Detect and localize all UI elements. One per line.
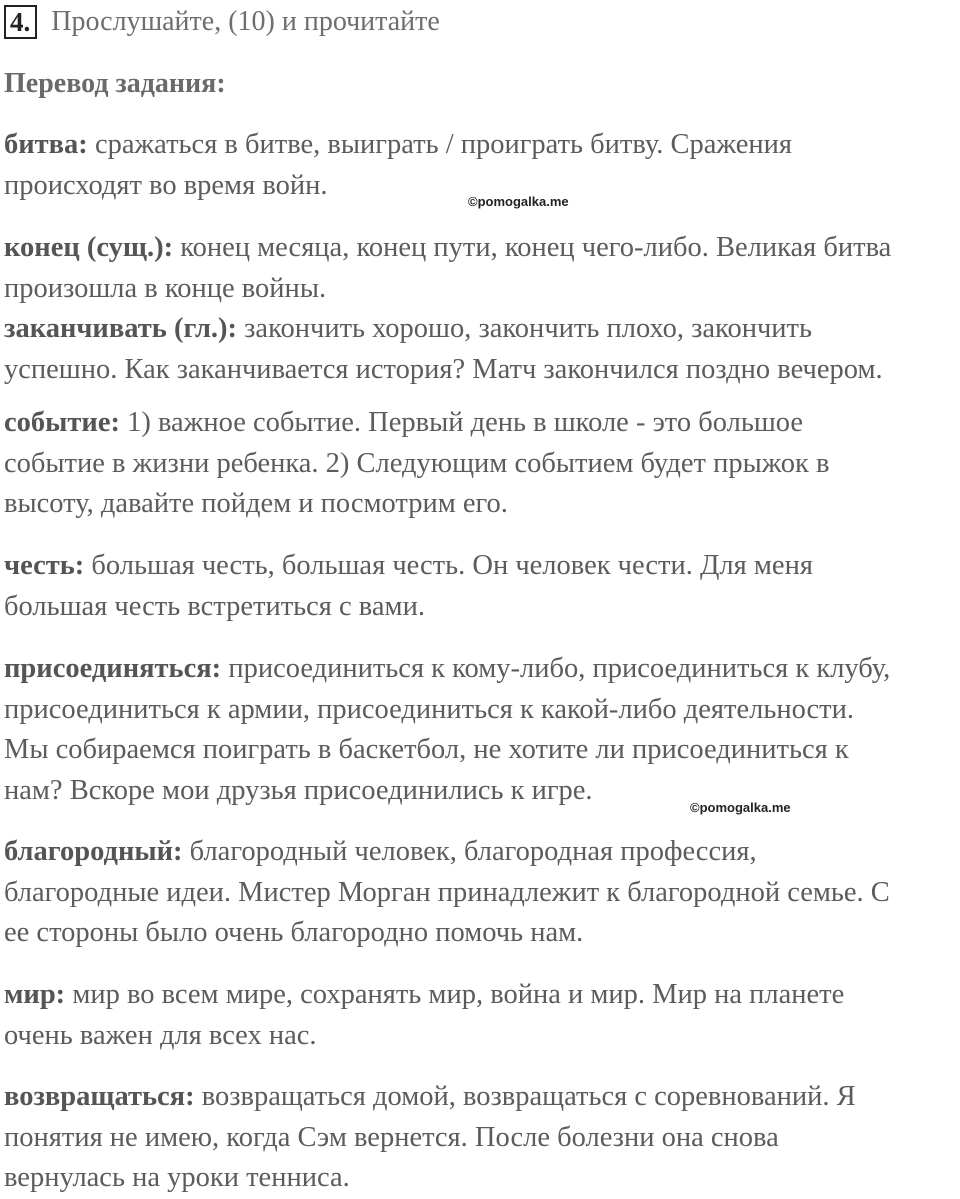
entry-term: возвращаться: <box>4 1081 195 1112</box>
entry-term: событие: <box>4 407 120 438</box>
entry-term: мир: <box>4 979 66 1010</box>
entry-term: честь: <box>4 550 85 581</box>
entry-konets <box>4 228 960 309</box>
entry-text: очень важен для всех нас. <box>4 1019 317 1051</box>
entry-zakanchivat <box>4 309 960 390</box>
entry-blagorodny <box>4 832 960 954</box>
entry-text: 1) важное событие. Первый день в школе - это большое <box>119 407 804 438</box>
entry-text: большая честь встретиться с вами. <box>4 590 425 622</box>
entry-text: мир во всем мире, сохранять мир, война и мир. Мир на планете <box>65 979 845 1010</box>
entry-text: нам? Вскоре мои друзья присоединились к игре. <box>4 774 593 806</box>
entry-text: благородный человек, благородная профессия, <box>182 836 757 867</box>
entry-text: сражаться в битве, выиграть / проиграть битву. Сражения <box>87 129 792 160</box>
entry-term: благородный: <box>4 836 183 867</box>
entry-text: произошла в конце войны. <box>4 272 327 304</box>
entry-text: возвращаться домой, возвращаться с соревнований. Я <box>194 1081 856 1112</box>
entry-text: закончить хорошо, закончить плохо, закончить <box>237 313 813 344</box>
watermark: ©pomogalka.me <box>468 194 569 209</box>
entry-text: присоединиться к армии, присоединиться к какой-либо деятельности. <box>4 693 855 725</box>
entry-text: Мы собираемся поиграть в баскетбол, не хотите ли присоединиться к <box>4 734 849 765</box>
entry-vozvrashchatsya <box>4 1077 960 1199</box>
entry-text: благородные идеи. Мистер Морган принадлежит к благородной семье. С <box>4 876 890 908</box>
entry-text: вернулась на уроки тенниса. <box>4 1162 350 1193</box>
entry-chest <box>4 546 960 627</box>
entry-text: присоединиться к кому-либо, присоединиться к клубу, <box>221 653 891 684</box>
entry-term: заканчивать (гл.): <box>4 313 238 344</box>
entry-text: высоту, давайте пойдем и посмотрим его. <box>4 488 508 519</box>
section-title: Перевод задания: <box>4 68 226 99</box>
entry-mir <box>4 975 960 1056</box>
entry-prisoedinyatsya <box>4 649 960 811</box>
entry-text: ее стороны было очень благородно помочь нам. <box>4 917 584 948</box>
entry-text: конец месяца, конец пути, конец чего-либо. Великая битва <box>173 232 892 263</box>
entry-term: конец (сущ.): <box>4 232 174 263</box>
task-header <box>4 4 440 40</box>
entry-sobytie <box>4 403 960 525</box>
task-number: 4. <box>4 5 37 39</box>
task-title: Прослушайте, (10) и прочитайте <box>51 6 440 37</box>
entry-term: присоединяться: <box>4 653 222 684</box>
entry-term: битва: <box>4 129 88 160</box>
entry-text: успешно. Как заканчивается история? Матч закончился поздно вечером. <box>4 353 883 385</box>
watermark: ©pomogalka.me <box>690 800 791 815</box>
entry-text: понятия не имею, когда Сэм вернется. После болезни она снова <box>4 1121 779 1153</box>
entry-text: происходят во время войн. <box>4 169 328 201</box>
entry-text: большая честь, большая честь. Он человек чести. Для меня <box>84 550 813 581</box>
entry-text: событие в жизни ребенка. 2) Следующим событием будет прыжок в <box>4 447 830 479</box>
